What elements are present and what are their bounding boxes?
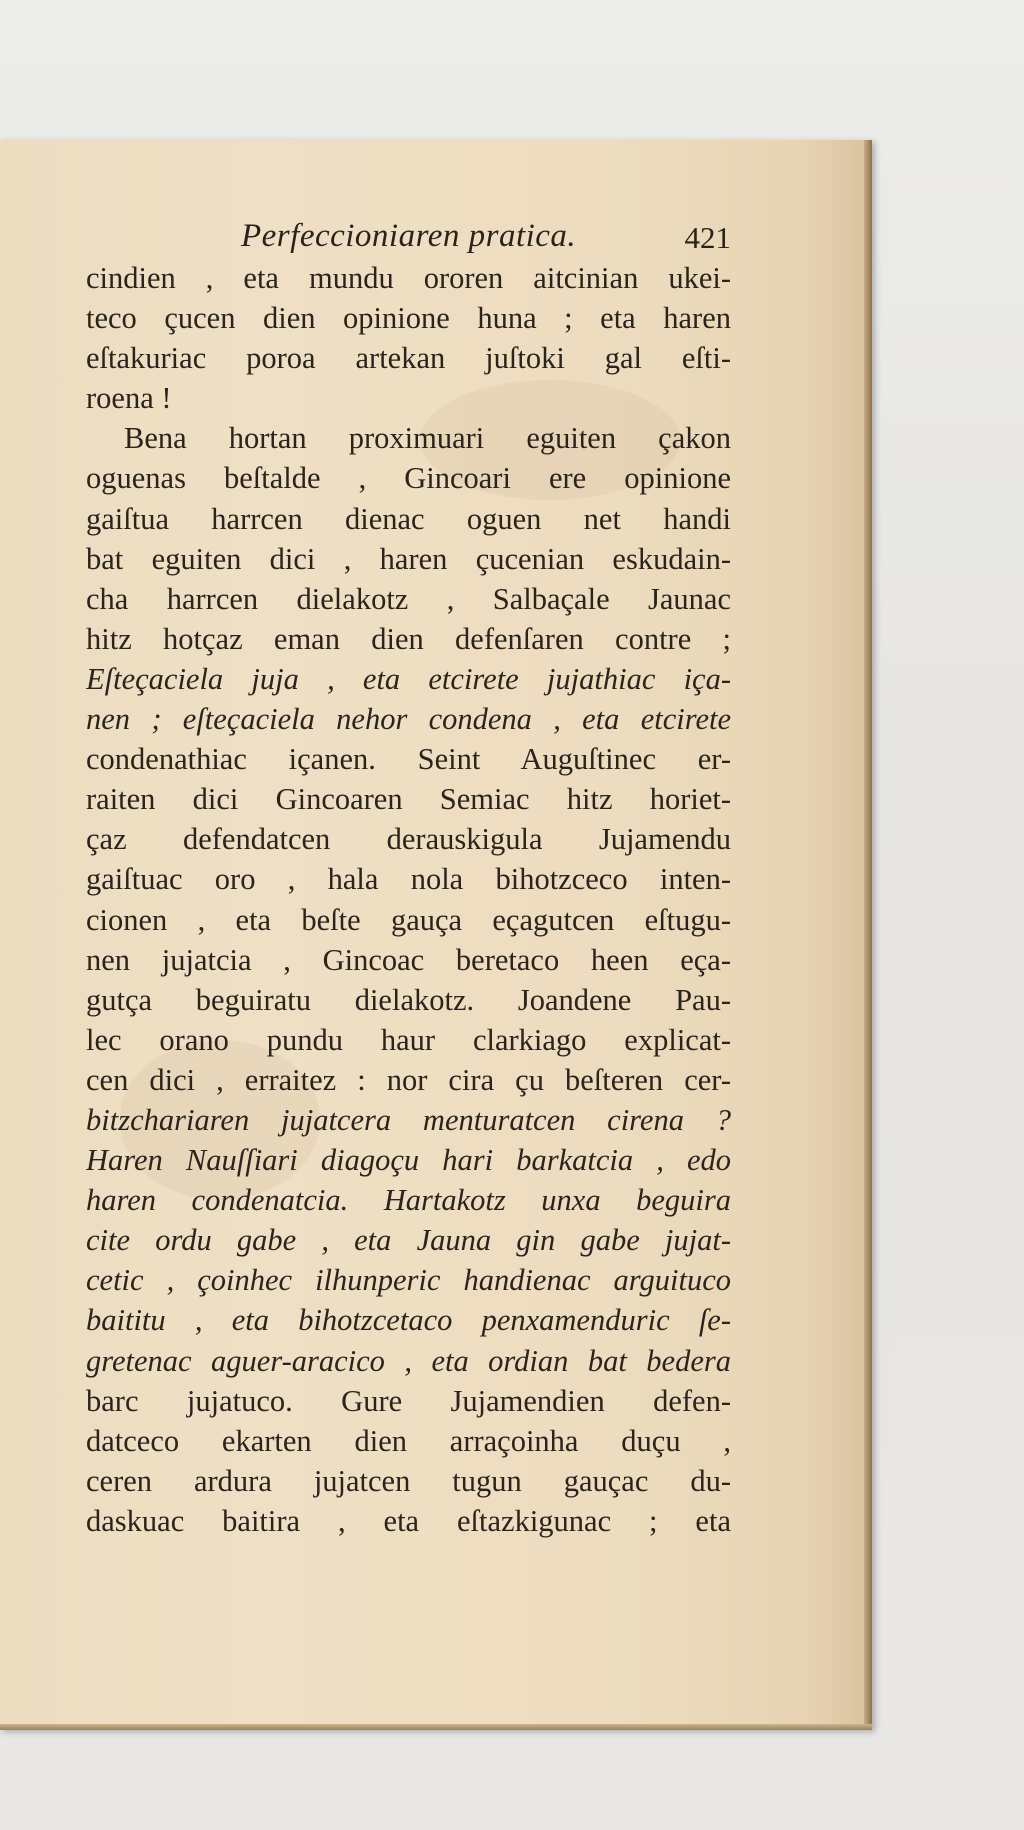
text-line: datceco ekarten dien arraçoinha duçu , — [86, 1423, 731, 1458]
text-line-italic: bitzchariaren jujatcera menturatcen cirena ? — [86, 1102, 731, 1137]
text-line-italic: haren condenatcia. Hartakotz unxa beguira — [86, 1183, 731, 1218]
running-head — [86, 218, 731, 258]
text-line: condenathiac içanen. Seint Auguſtinec er- — [86, 742, 731, 777]
text-line: gaiſtua harrcen dienac oguen net handi — [86, 501, 731, 536]
text-line: çaz defendatcen derauskigula Jujamendu — [86, 822, 731, 857]
body-text — [86, 258, 731, 1541]
text-line: lec orano pundu haur clarkiago explicat- — [86, 1022, 731, 1057]
text-line: gutça beguiratu dielakotz. Joandene Pau- — [86, 982, 731, 1017]
text-line: roena ! — [86, 381, 172, 416]
text-line: hitz hotçaz eman dien defenſaren contre ; — [86, 621, 731, 656]
text-line-italic: Haren Nauſſiari diagoçu hari barkatcia , edo — [86, 1143, 731, 1178]
text-line: oguenas beſtalde , Gincoari ere opinione — [86, 461, 731, 496]
text-line-italic: gretenac aguer-aracico , eta ordian bat bedera — [86, 1343, 731, 1378]
text-line: nen jujatcia , Gincoac beretaco heen eça- — [86, 942, 731, 977]
text-line: eſtakuriac poroa artekan juſtoki gal eſti- — [86, 341, 731, 376]
text-line: gaiſtuac oro , hala nola bihotzceco inten- — [86, 862, 731, 897]
text-line: daskuac baitira , eta eſtazkigunac ; eta — [86, 1503, 731, 1538]
text-line: cen dici , erraitez : nor cira çu beſteren cer- — [86, 1062, 731, 1097]
page-number: 421 — [684, 220, 731, 255]
text-line: teco çucen dien opinione huna ; eta haren — [86, 301, 731, 336]
text-line: cindien , eta mundu ororen aitcinian ukei- — [86, 261, 731, 295]
text-line-italic: cite ordu gabe , eta Jauna gin gabe jujat- — [86, 1223, 731, 1258]
text-line-italic: Eſteçaciela juja , eta etcirete jujathiac iça- — [86, 661, 731, 696]
page-right-edge — [864, 140, 872, 1730]
text-line-italic: nen ; eſteçaciela nehor condena , eta etcirete — [86, 702, 731, 737]
text-line: barc jujatuco. Gure Jujamendien defen- — [86, 1383, 731, 1418]
text-line: bat eguiten dici , haren çucenian eskudain- — [86, 541, 731, 576]
text-line: ceren ardura jujatcen tugun gauçac du- — [86, 1463, 731, 1498]
text-line-italic: cetic , çoinhec ilhunperic handienac arguituco — [86, 1263, 731, 1298]
text-line: cha harrcen dielakotz , Salbaçale Jaunac — [86, 581, 731, 616]
text-line: raiten dici Gincoaren Semiac hitz horiet- — [86, 782, 731, 817]
page-bottom-edge — [0, 1724, 872, 1730]
text-line: Bena hortan proximuari eguiten çakon — [124, 421, 731, 456]
text-line: cionen , eta beſte gauça eçagutcen eſtugu- — [86, 902, 731, 937]
text-line-italic: baititu , eta bihotzcetaco penxamenduric ſe- — [86, 1303, 731, 1338]
running-title: Perfeccioniaren pratica. — [241, 218, 577, 254]
